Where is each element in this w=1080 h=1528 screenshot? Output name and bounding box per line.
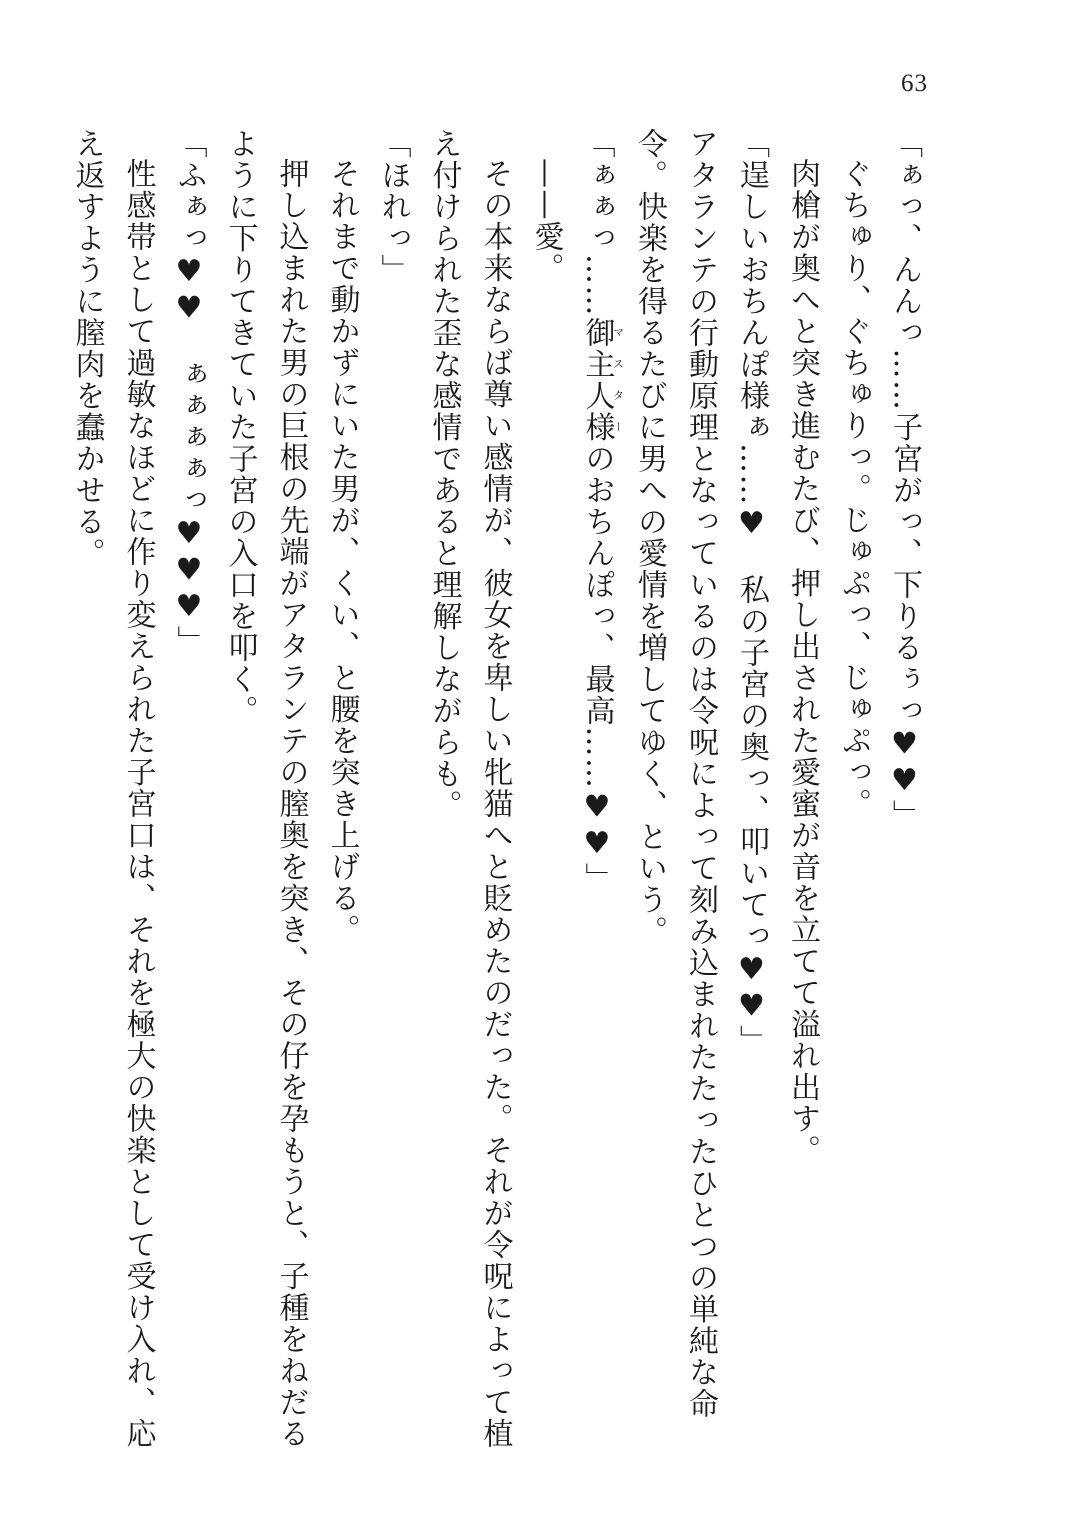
narration-paragraph: ——愛。 [528, 158, 564, 284]
dialogue-line: 「ぁっ、んんっ……子宮がっ、下りるぅっ♥♥」 [887, 128, 922, 831]
dialogue-segment: のおちんぽっ、最高……♥♥」 [579, 443, 615, 894]
vertical-text-body [69, 128, 930, 1468]
dialogue-segment: 「ぁぁっ…… [579, 128, 615, 317]
ruby-annotation [579, 317, 625, 443]
ruby-base: 御主人様 [579, 317, 615, 443]
narration-paragraph: それまで動かずにいた男が、くい、と腰を突き上げる。 [324, 158, 360, 946]
dialogue-line: 「ふぁっ♥♥ ぁぁぁぁっ♥♥♥」 [171, 128, 207, 657]
page-number: 63 [901, 70, 928, 97]
narration-paragraph: その本来ならば尊い感情が、彼女を卑しい牝猫へと貶めたのだった。それが令呪によって植え付けられた歪な感情であると理解しながらも。 [426, 128, 513, 1450]
dialogue-line: 「逞しいおちんぽ様ぁ……♥ 私の子宮の奥っ、叩いてっ♥♥」 [734, 128, 769, 1057]
narration-paragraph: 肉槍が奥へと突き進むたび、押し出された愛蜜が音を立てて溢れ出す。 [785, 158, 820, 1166]
narration-paragraph: アタランテの行動原理となっているのは令呪によって刻み込まれたたったひとつの単純な命令。快楽を得るたびに男への愛情を増してゆく、という。 [632, 128, 718, 1420]
narration-paragraph: 性感帯として過敏なほどに作り変えられた子宮口は、それを極大の快楽として受け入れ、応え返すように膣肉を蠢かせる。 [69, 128, 156, 1450]
narration-paragraph: 押し込まれた男の巨根の先端がアタランテの膣奥を突き、その仔を孕もうと、子種をねだるように下りてきていた子宮の入口を叩く。 [222, 128, 309, 1450]
dialogue-line-with-ruby [572, 128, 625, 1468]
narration-paragraph: ぐちゅり、ぐちゅりっ。じゅぷっ、じゅぷっ。 [836, 158, 871, 820]
dialogue-line: 「ほれっ」 [375, 128, 411, 286]
ruby-text: マスター [611, 317, 625, 443]
